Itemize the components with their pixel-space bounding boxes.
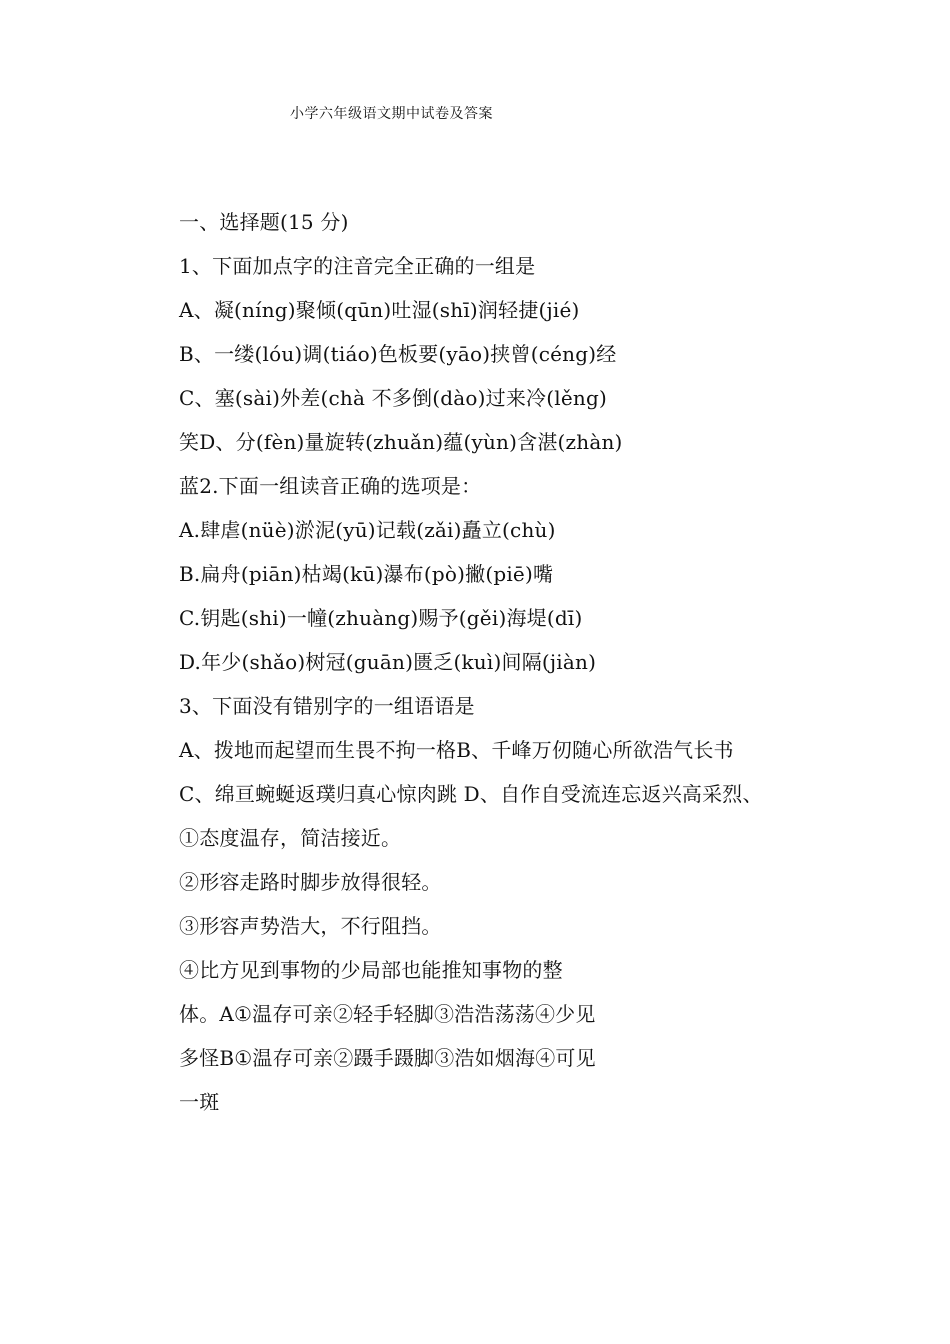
- question-1-option-b: B、一缕(lóu)调(tiáo)色板要(yāo)挟曾(céng)经: [179, 342, 617, 366]
- answer-option-b-line: 多怪B①温存可亲②蹑手蹑脚③浩如烟海④可见: [179, 1046, 596, 1070]
- question-2-option-b: B.扁舟(piān)枯竭(kū)瀑布(pò)撇(piē)嘴: [179, 562, 554, 586]
- question-2-option-d: D.年少(shǎo)树冠(guān)匮乏(kuì)间隔(jiàn): [179, 650, 597, 674]
- answer-option-a-line: 体。A①温存可亲②轻手轻脚③浩浩荡荡④少见: [179, 1002, 596, 1026]
- definition-2: ②形容走路时脚步放得很轻。: [179, 870, 442, 894]
- question-1-option-a: A、凝(níng)聚倾(qūn)吐湿(shī)润轻捷(jié): [179, 298, 580, 322]
- document-title: 小学六年级语文期中试卷及答案: [290, 106, 493, 122]
- answer-continuation: 一斑: [179, 1090, 220, 1114]
- question-3-options-ab: A、拨地而起望而生畏不拘一格B、千峰万仞随心所欲浩气长书: [179, 738, 734, 762]
- question-2-option-c: C.钥匙(shi)一幢(zhuàng)赐予(gěi)海堤(dī): [179, 606, 583, 630]
- question-2-option-a: A.肆虐(nüè)淤泥(yū)记载(zǎi)矗立(chù): [179, 518, 556, 542]
- question-1-stem: 1、下面加点字的注音完全正确的一组是: [179, 254, 536, 278]
- question-1-option-c: C、塞(sài)外差(chà 不多倒(dào)过来冷(lěng): [179, 386, 607, 410]
- question-2-stem: 蓝2.下面一组读音正确的选项是：: [179, 474, 482, 498]
- question-3-stem: 3、下面没有错别字的一组语语是: [179, 694, 475, 718]
- question-3-options-cd: C、绵亘蜿蜒返璞归真心惊肉跳 D、自作自受流连忘返兴高采烈、: [179, 782, 763, 806]
- definition-3: ③形容声势浩大，不行阻挡。: [179, 914, 442, 938]
- document-body: [179, 200, 879, 1124]
- section-heading-choice: 一、选择题(15 分): [179, 210, 349, 234]
- question-1-option-d: 笑D、分(fèn)量旋转(zhuǎn)蕴(yùn)含湛(zhàn): [179, 430, 623, 454]
- definition-4: ④比方见到事物的少局部也能推知事物的整: [179, 958, 563, 982]
- definition-1: ①态度温存，简洁接近。: [179, 826, 402, 850]
